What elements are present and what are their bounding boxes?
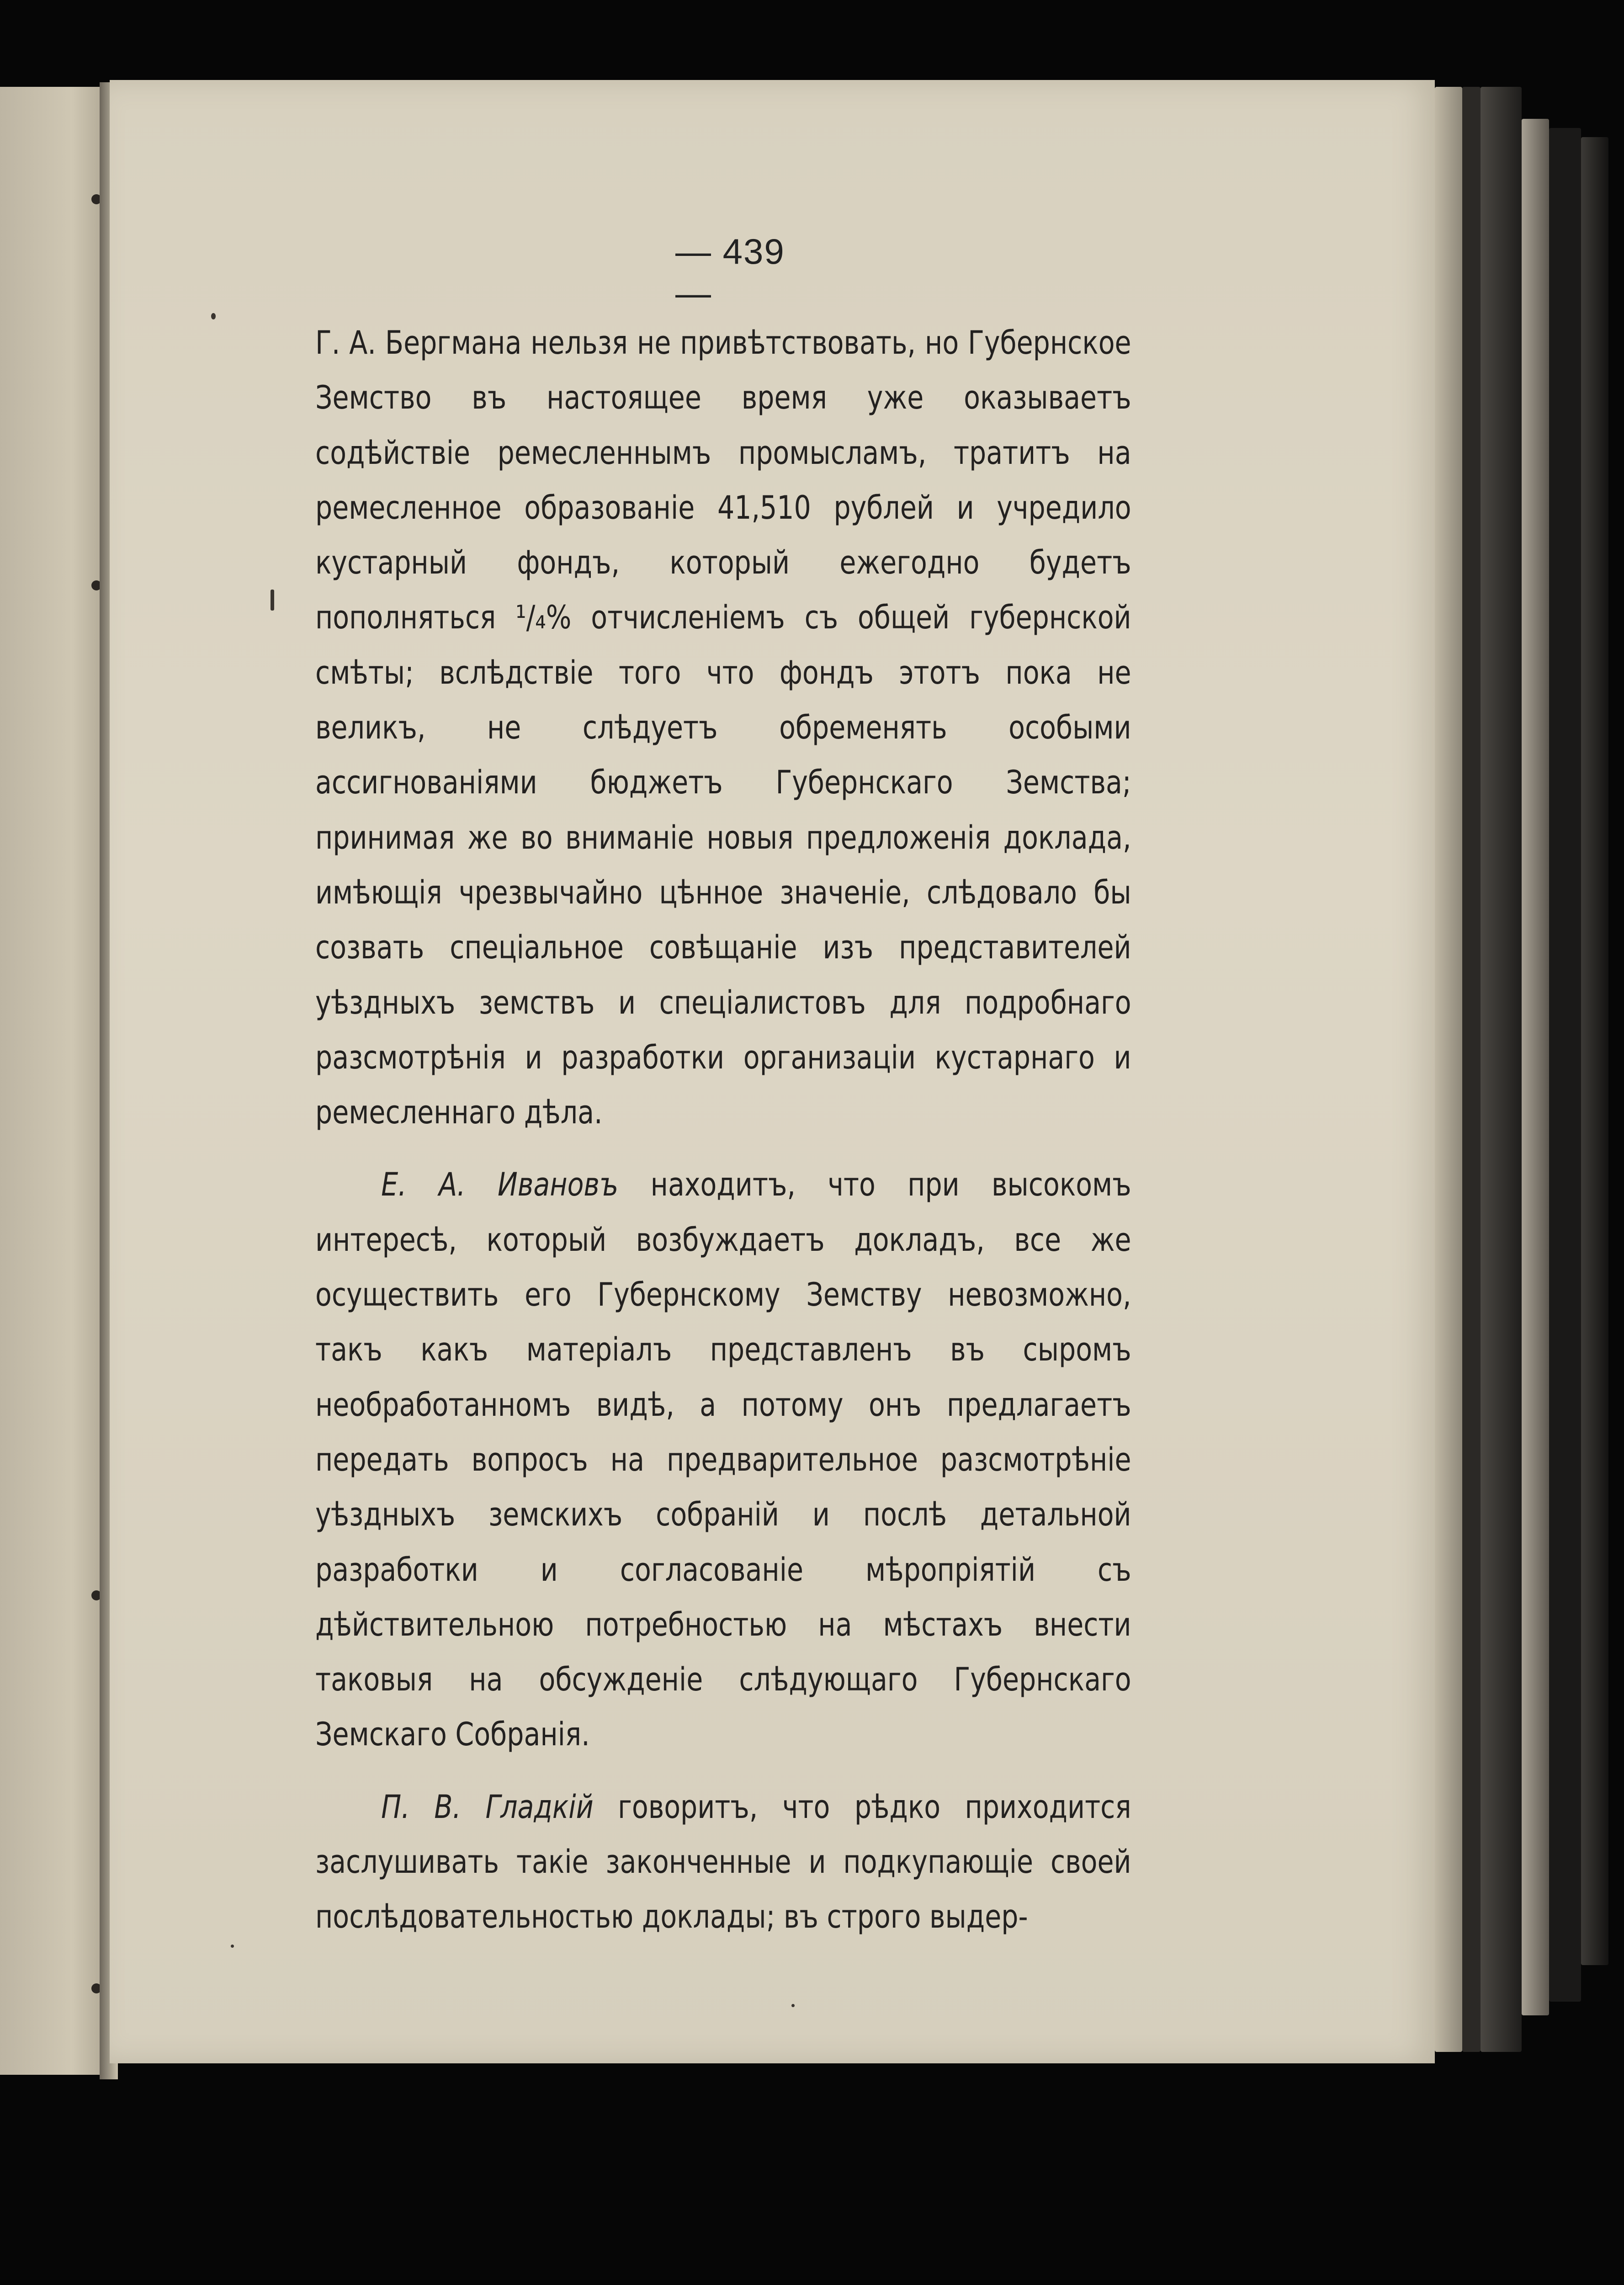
paragraph [315,315,1131,1140]
page-edge [1462,87,1481,2052]
speaker-name: П. В. Гладкій [381,1788,594,1826]
paper-fleck [791,2004,795,2007]
paragraph-text: Г. А. Бергмана нельзя не привѣтствовать, но Губернское Земство въ настоящее время уже оказываетъ содѣйствіе ремесленнымъ промысламъ, тратитъ на ремесленное образованіе 41,510 рублей и учредило кустарный фондъ, который ежегодно будетъ пополняться ¹/₄% отчисленіемъ съ общей губернской смѣты; вслѣдствіе того что фондъ этотъ пока не великъ, не слѣдуетъ обременять особыми ассигнованіями бюджетъ Губернскаго Земства; принимая же во вниманіе новыя предложенія доклада, имѣющія чрезвычайно цѣнное значеніе, слѣдовало бы созвать спеціальное совѣщаніе изъ представителей уѣздныхъ земствъ и спеціалистовъ для подробнаго разсмотрѣнія и разработки организаціи кустарнаго и ремесленнаго дѣла. [315,324,1131,1132]
speaker-name: Е. А. Ивановъ [381,1166,619,1204]
paragraph-text: находитъ, что при высокомъ интересѣ, который возбуждаетъ докладъ, все же осуществить его Губернскому Земству невозможно, такъ какъ матеріалъ представленъ въ сыромъ необработанномъ видѣ, а потому онъ предлагаетъ передать вопросъ на предварительное разсмотрѣніе уѣздныхъ земскихъ собраній и послѣ детальной разработки и согласованіе мѣропріятій съ дѣйствительною потребностью на мѣстахъ внести таковыя на обсужденіе слѣдующаго Губернскаго Земскаго Собранія. [315,1166,1131,1754]
page-edge [1522,119,1549,2015]
paragraph-text: говоритъ, что рѣдко приходится заслушивать такіе законченные и подкупающіе своей послѣдовательностью доклады; въ строго выдер- [315,1788,1131,1936]
paragraph [315,1780,1131,1945]
paper-fleck [271,590,274,611]
paper-fleck [211,313,216,319]
page-edge [1435,87,1462,2052]
paper-fleck [231,1945,234,1948]
left-page [0,87,103,2075]
page-edge [1481,87,1522,2052]
page-edge [1549,128,1581,2002]
paragraph [315,1157,1131,1762]
body-text [315,315,1131,1945]
page-edge [1581,137,1608,1965]
page-number: — 439 — [675,231,785,313]
